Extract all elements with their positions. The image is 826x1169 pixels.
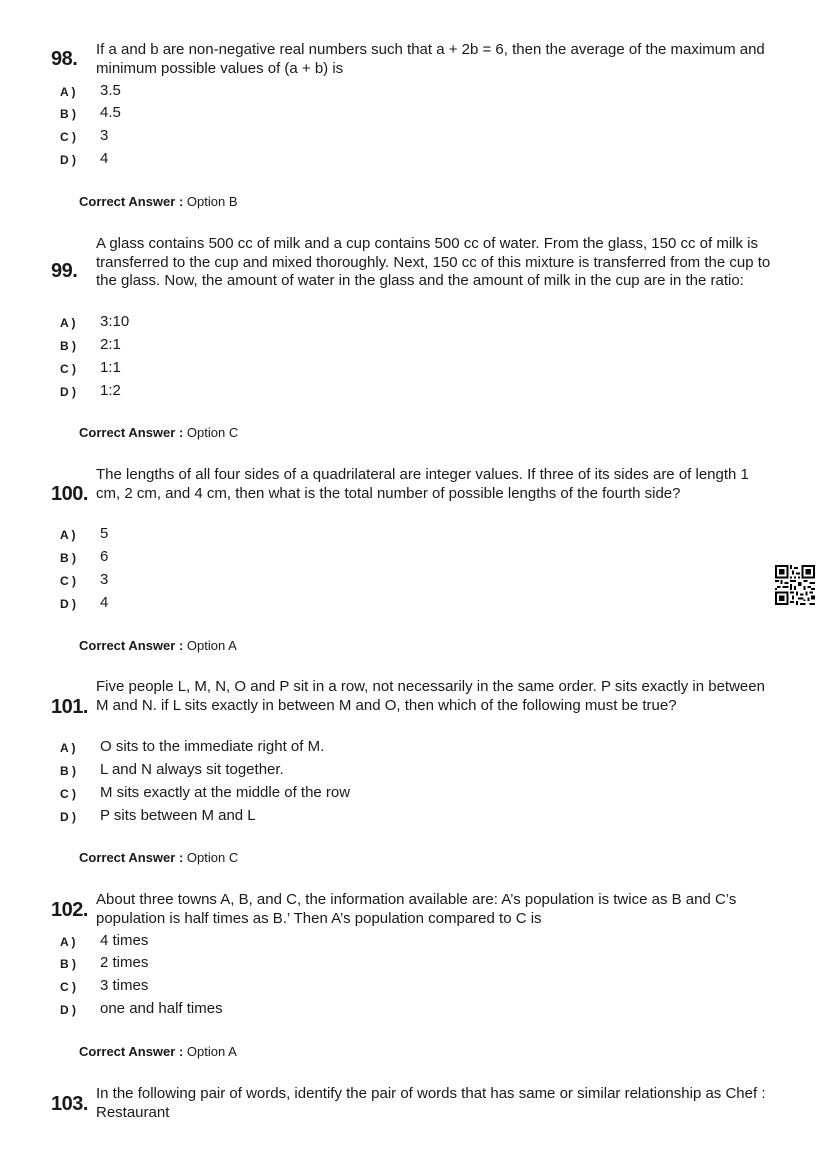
option-label: A ) xyxy=(60,741,76,755)
option-value: 2 times xyxy=(100,954,149,971)
option-value: 4 xyxy=(100,150,109,167)
correct-answer xyxy=(79,194,238,209)
correct-answer-value: Option B xyxy=(186,194,238,209)
option-value: 2:1 xyxy=(100,336,121,353)
option-value: 3.5 xyxy=(100,82,121,99)
question-text: A glass contains 500 cc of milk and a cup contains 500 cc of water. From the glass, 150 cc of milk is transferred to the cup and mixed thoroughly. Next, 150 cc of this mixture is transferred from the cup to the glass. Now, the amount of water in the glass and the amount of milk in the cup are in the ratio: xyxy=(96,235,771,290)
question-number: 100. xyxy=(51,483,88,505)
question-text: Five people L, M, N, O and P sit in a row, not necessarily in the same order. P sits exactly in between M and N. if L sits exactly in between M and O, then which of the following must be true? xyxy=(96,678,765,714)
question-number: 102. xyxy=(51,899,88,921)
option-value: L and N always sit together. xyxy=(100,761,284,778)
option-value: 6 xyxy=(100,548,109,565)
option-label: A ) xyxy=(60,316,76,330)
option-value: 1:1 xyxy=(100,359,121,376)
correct-answer-label: Correct Answer : xyxy=(79,425,184,440)
option-label: B ) xyxy=(60,764,76,778)
option-value: P sits between M and L xyxy=(100,807,256,824)
option-value: 5 xyxy=(100,525,109,542)
option-label: A ) xyxy=(60,528,76,542)
option-label: C ) xyxy=(60,980,76,994)
option-label: B ) xyxy=(60,551,76,565)
option-label: D ) xyxy=(60,597,76,611)
option-label: C ) xyxy=(60,130,76,144)
option-value: 4 times xyxy=(100,932,149,949)
option-value: 3 xyxy=(100,127,109,144)
option-label: A ) xyxy=(60,85,76,99)
option-value: 4 xyxy=(100,594,109,611)
option-label: C ) xyxy=(60,362,76,376)
correct-answer xyxy=(79,638,237,653)
qr-code xyxy=(775,565,815,605)
option-value: 4.5 xyxy=(100,104,121,121)
option-value: one and half times xyxy=(100,1000,223,1017)
option-value: 3:10 xyxy=(100,313,130,330)
option-label: D ) xyxy=(60,153,76,167)
option-value: M sits exactly at the middle of the row xyxy=(100,784,351,801)
option-value: 3 xyxy=(100,571,109,588)
question-text: In the following pair of words, identify the pair of words that has same or similar relationship as Chef : Restaurant xyxy=(96,1085,766,1121)
correct-answer-value: Option C xyxy=(186,850,239,865)
option-value: 3 times xyxy=(100,977,149,994)
option-label: B ) xyxy=(60,339,76,353)
correct-answer xyxy=(79,1044,237,1059)
option-value: O sits to the immediate right of M. xyxy=(100,738,325,755)
option-label: D ) xyxy=(60,385,76,399)
correct-answer-label: Correct Answer : xyxy=(79,850,184,865)
correct-answer-label: Correct Answer : xyxy=(79,194,184,209)
correct-answer xyxy=(79,850,238,865)
question-number: 98. xyxy=(51,48,78,70)
option-label: A ) xyxy=(60,935,76,949)
question-text: About three towns A, B, and C, the information available are: A’s population is twice as B and C’s population is half times as B.’ Then A’s population compared to C is xyxy=(96,891,737,927)
question-number: 103. xyxy=(51,1093,88,1115)
correct-answer-value: Option C xyxy=(186,425,239,440)
correct-answer xyxy=(79,425,238,440)
question-number: 99. xyxy=(51,260,78,282)
question-text: If a and b are non-negative real numbers such that a + 2b = 6, then the average of the maximum and minimum possible values of (a + b) is xyxy=(96,41,765,77)
correct-answer-label: Correct Answer : xyxy=(79,1044,184,1059)
option-label: B ) xyxy=(60,957,76,971)
option-label: D ) xyxy=(60,810,76,824)
option-label: D ) xyxy=(60,1003,76,1017)
option-label: C ) xyxy=(60,574,76,588)
option-value: 1:2 xyxy=(100,382,121,399)
question-number: 101. xyxy=(51,696,88,718)
correct-answer-value: Option A xyxy=(186,638,237,653)
correct-answer-value: Option A xyxy=(186,1044,237,1059)
correct-answer-label: Correct Answer : xyxy=(79,638,184,653)
question-text: The lengths of all four sides of a quadrilateral are integer values. If three of its sides are of length 1 cm, 2 cm, and 4 cm, then what is the total number of possible lengths of the fourth side? xyxy=(96,466,749,502)
option-label: B ) xyxy=(60,107,76,121)
option-label: C ) xyxy=(60,787,76,801)
